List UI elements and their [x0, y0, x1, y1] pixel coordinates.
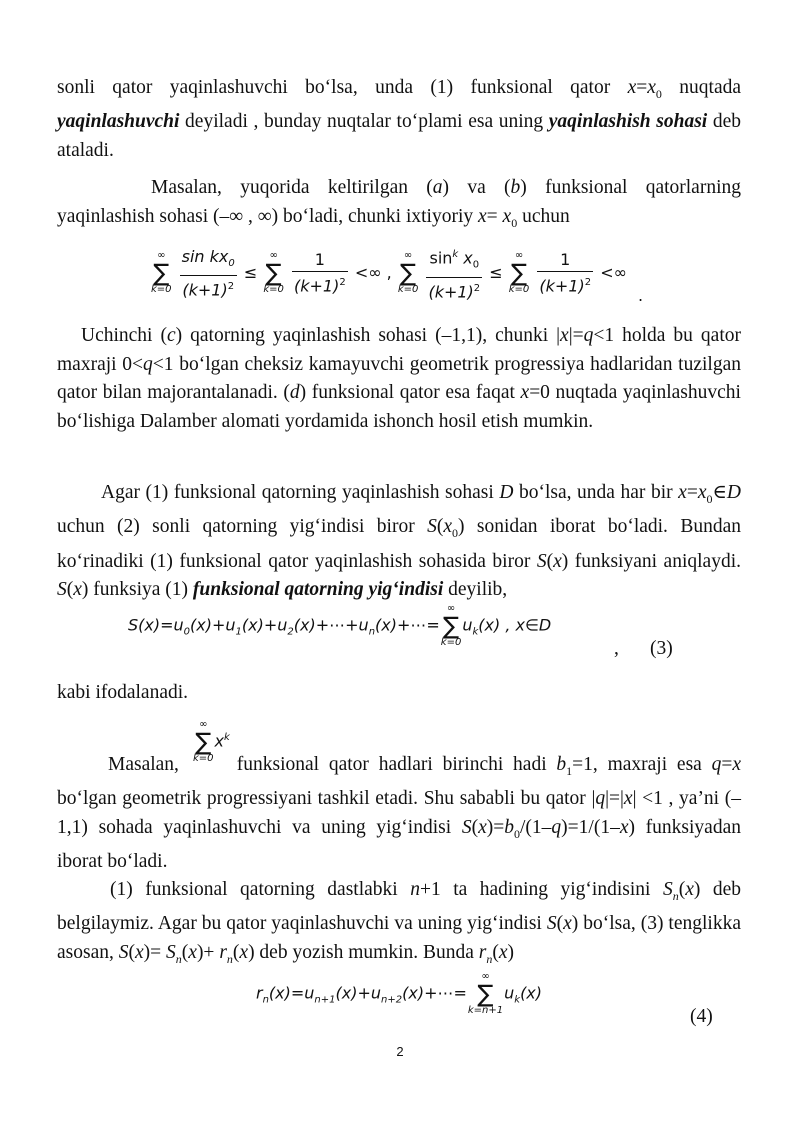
equation-3: $S(x)=u_0(x)+u_1(x)+u_2(x)+\cdots+u_n(x)+\cdots=$ ∞ ∑ k=0 $u_k(x)$ , x∈D [128, 603, 552, 648]
page-number: 2 [396, 1044, 404, 1059]
term-yaqinlashuvchi: yaqinlashuvchi [57, 111, 180, 133]
text: nuqtada [661, 77, 742, 98]
term-funksional-qatorning-yigindisi: funksional qatorning yig‘indisi [192, 579, 444, 601]
text: uchun [517, 205, 570, 227]
equation-3-number: (3) [650, 638, 673, 659]
paragraph-1 [57, 74, 741, 165]
term-yaqinlashish-sohasi: yaqinlashish sohasi [548, 111, 708, 133]
lt-infinity: <∞ , [354, 262, 392, 282]
fraction: $\frac{\sin^k x_0}{(k+1)^2}$ [426, 244, 482, 303]
subscript: 0 [655, 86, 662, 101]
math-var: x [478, 205, 487, 227]
math-var: x [647, 77, 656, 98]
sum-symbol: ∞ ∑ k=0 [151, 250, 172, 296]
equation-1 [150, 244, 627, 303]
equation-1-dot: . [638, 286, 644, 305]
paragraph-5: kabi ifodalanadi. [57, 682, 189, 703]
text: = [486, 205, 503, 227]
sum-symbol: ∞ ∑ k=0 [263, 250, 284, 296]
fraction: $\frac{1}{(k+1)^2}$ [539, 250, 592, 296]
text: ) va ( [442, 177, 511, 198]
math-var: b [510, 177, 521, 198]
sum-symbol: ∞ ∑ k=0 [440, 603, 462, 648]
leq-sign: ≤ [243, 262, 258, 282]
text: sonli qator yaqinlashuvchi bo‘lsa, unda (1) funksional qator [57, 77, 628, 98]
paragraph-7: (1) funksional qatorning dastlabki n+1 ta hadining yig‘indisini $S_n(x)$ deb belgilaymiz. Agar bu qator yaqinlashuvchi va uning yig‘indisi S(x) bo‘lsa, (3) tenglikka asosan, $S(x)= S_n(x)+ r_n(x)$ deb yozish mumkin. Bunda $r_n(x)$ [57, 879, 741, 966]
text: = [636, 77, 648, 98]
text: Masalan, yuqorida keltirilgan ( [151, 177, 433, 198]
math-var: a [432, 177, 443, 198]
equation-3-comma: , [614, 638, 619, 659]
leq-sign: ≤ [489, 262, 503, 282]
paragraph-6: Masalan, funksional qator hadlari birinchi hadi $b_1=1$, maxraji esa q=x bo‘lgan geometrik progressiyani tashkil etadi. Shu sababli bu qator |q|=|x| <1 , ya’ni (–1,1) sohada yaqinlashuvchi va uning yig‘indisi $S(x)=b_0/(1-q)=1/(1-x)$ funksiyadan iborat bo‘ladi. [57, 754, 742, 873]
paragraph-2 [57, 174, 741, 237]
text: deyiladi , bunday nuqtalar to‘plami esa uning [179, 111, 549, 133]
inline-sum-xk: ∞ ∑ k=0 $x^k$ [193, 719, 230, 764]
paragraph-3: Uchinchi (c) qatorning yaqinlashish sohasi (–1,1), chunki |x|=q<1 holda bu qator maxraji 0<q<1 bo‘lgan cheksiz kamayuvchi geometrik progressiya hadlaridan tuzilgan qator bilan majorantalanadi. (d) funksional qator esa faqat x=0 nuqtada yaqinlashuvchi bo‘lishiga Dalamber alomati yordamida ishonch hosil etish mumkin. [57, 325, 741, 432]
subscript: 0 [511, 215, 518, 230]
text: ) funksional qatorlarning yaqinlashish sohasi (–∞ , ∞) bo‘ladi, chunki ixtiyoriy [57, 177, 741, 227]
lt-infinity: <∞ [600, 262, 627, 282]
math-var: x [627, 77, 637, 98]
sum-symbol: ∞ ∑ k=n+1 [467, 971, 504, 1016]
paragraph-4: Agar (1) funksional qatorning yaqinlashish sohasi D bo‘lsa, unda har bir $x=x_0\in D$ uchun (2) sonli qatorning yig‘indisi biror $S(x_0)$ sonidan iborat bo‘ladi. Bundan ko‘rinadiki (1) funksional qator yaqinlashish sohasida biror S(x) funksiyani aniqlaydi. S(x) funksiya (1) funksional qatorning yig‘indisi deyilib, [57, 482, 742, 601]
equation-4: $r_n(x)=u_{n+1}(x)+u_{n+2}(x)+\cdots=$ ∞ ∑ k=n+1 $u_k(x)$ [256, 971, 543, 1016]
equation-4-number: (4) [690, 1006, 713, 1027]
fraction: $\frac{1}{(k+1)^2}$ [294, 250, 346, 296]
text: deb ataladi. [57, 111, 741, 161]
sum-symbol: ∞ ∑ k=0 [508, 250, 530, 296]
math-var: x [502, 205, 512, 227]
fraction: $\frac{\sin kx_0}{(k+1)^2}$ [181, 246, 235, 300]
sum-symbol: ∞ ∑ k=0 [397, 250, 419, 296]
